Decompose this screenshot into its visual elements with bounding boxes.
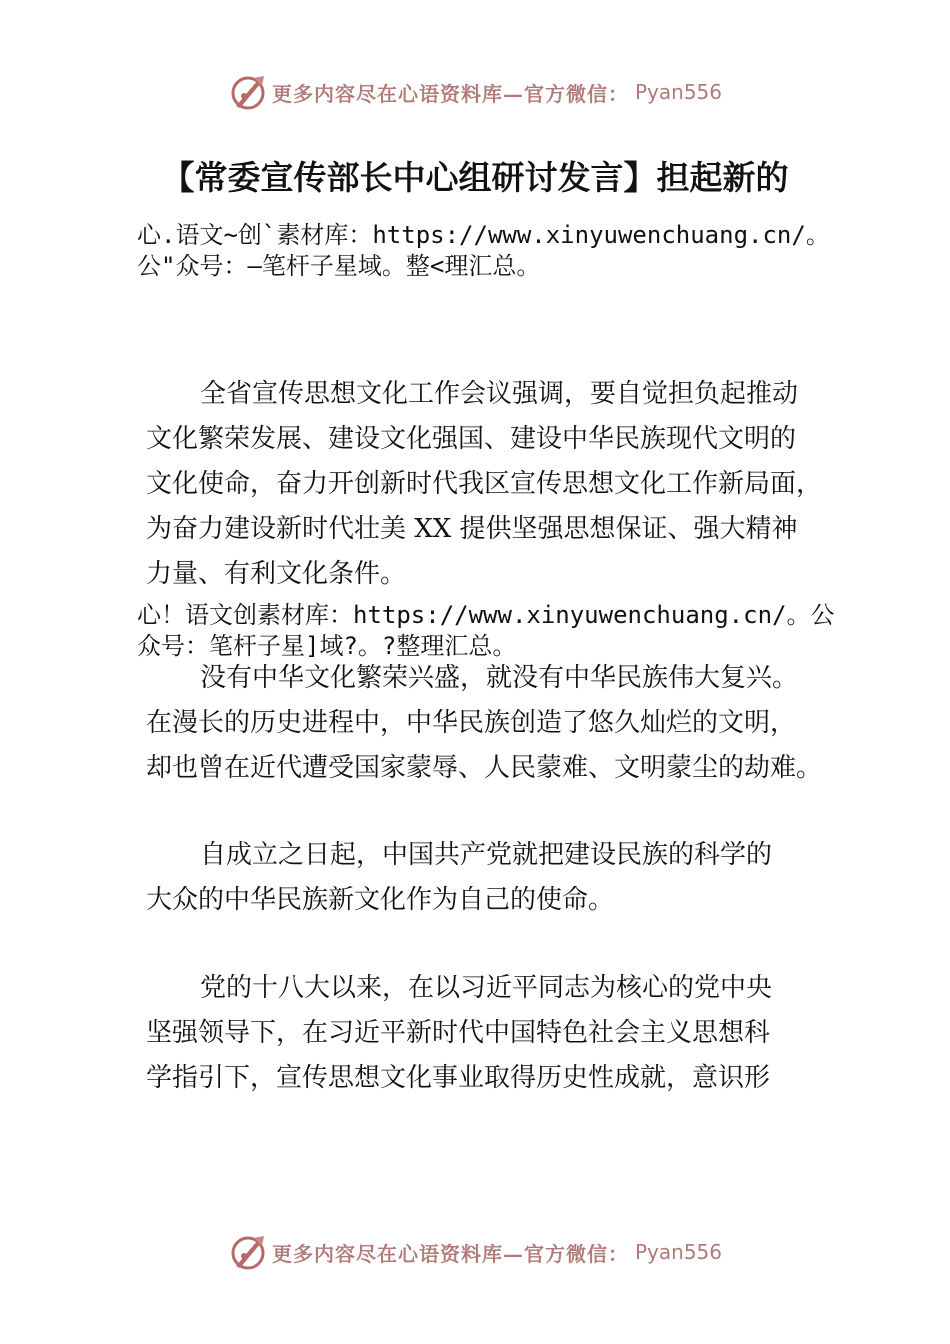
header-watermark xyxy=(0,70,950,114)
paragraph-line: 在漫长的历史进程中，中华民族创造了悠久灿烂的文明， xyxy=(146,708,797,738)
quill-logo-icon xyxy=(228,72,268,112)
paragraph-line: 文化繁荣发展、建设文化强国、建设中华民族现代文明的 xyxy=(146,424,797,454)
source-note-line: 众号：笔杆子星]域?。?整理汇总。 xyxy=(137,632,517,660)
footer-watermark xyxy=(0,1230,950,1274)
body-paragraph xyxy=(146,966,846,1101)
source-note-line: 心.语文~创`素材库：https://www.xinyuwenchuang.cn/。 xyxy=(137,221,830,249)
paragraph-line: 文化使命，奋力开创新时代我区宣传思想文化工作新局面， xyxy=(146,469,823,499)
paragraph-line: 力量、有利文化条件。 xyxy=(146,559,407,589)
paragraph-line: 学指引下，宣传思想文化事业取得历史性成就，意识形 xyxy=(146,1063,771,1093)
watermark-text: 更多内容尽在心语资料库—官方微信： xyxy=(271,1241,629,1266)
source-note xyxy=(137,220,837,282)
quill-logo-icon xyxy=(228,1232,268,1272)
body-paragraph xyxy=(146,656,846,791)
watermark-wechat-id: Pyan556 xyxy=(634,80,722,104)
body-paragraph xyxy=(146,372,846,597)
paragraph-line: 全省宣传思想文化工作会议强调，要自觉担负起推动 xyxy=(200,379,799,409)
source-note-line: 心！语文创素材库：https://www.xinyuwenchuang.cn/。公 xyxy=(137,601,835,629)
watermark-wechat-id: Pyan556 xyxy=(634,1240,722,1264)
source-note xyxy=(137,600,837,662)
document-title: 【常委宣传部长中心组研讨发言】担起新的 xyxy=(161,158,789,197)
paragraph-line: 为奋力建设新时代壮美 XX 提供坚强思想保证、强大精神 xyxy=(146,514,798,544)
paragraph-line: 党的十八大以来，在以习近平同志为核心的党中央 xyxy=(200,973,773,1003)
watermark-text: 更多内容尽在心语资料库—官方微信： xyxy=(271,81,629,106)
paragraph-line: 却也曾在近代遭受国家蒙辱、人民蒙难、文明蒙尘的劫难。 xyxy=(146,753,823,783)
paragraph-line: 坚强领导下，在习近平新时代中国特色社会主义思想科 xyxy=(146,1018,771,1048)
paragraph-line: 大众的中华民族新文化作为自己的使命。 xyxy=(146,885,615,915)
paragraph-line: 自成立之日起，中国共产党就把建设民族的科学的 xyxy=(200,840,773,870)
source-note-line: 公"众号：—笔杆子星域。整<理汇总。 xyxy=(137,252,541,280)
body-paragraph xyxy=(146,833,846,923)
paragraph-line: 没有中华文化繁荣兴盛，就没有中华民族伟大复兴。 xyxy=(200,663,799,693)
